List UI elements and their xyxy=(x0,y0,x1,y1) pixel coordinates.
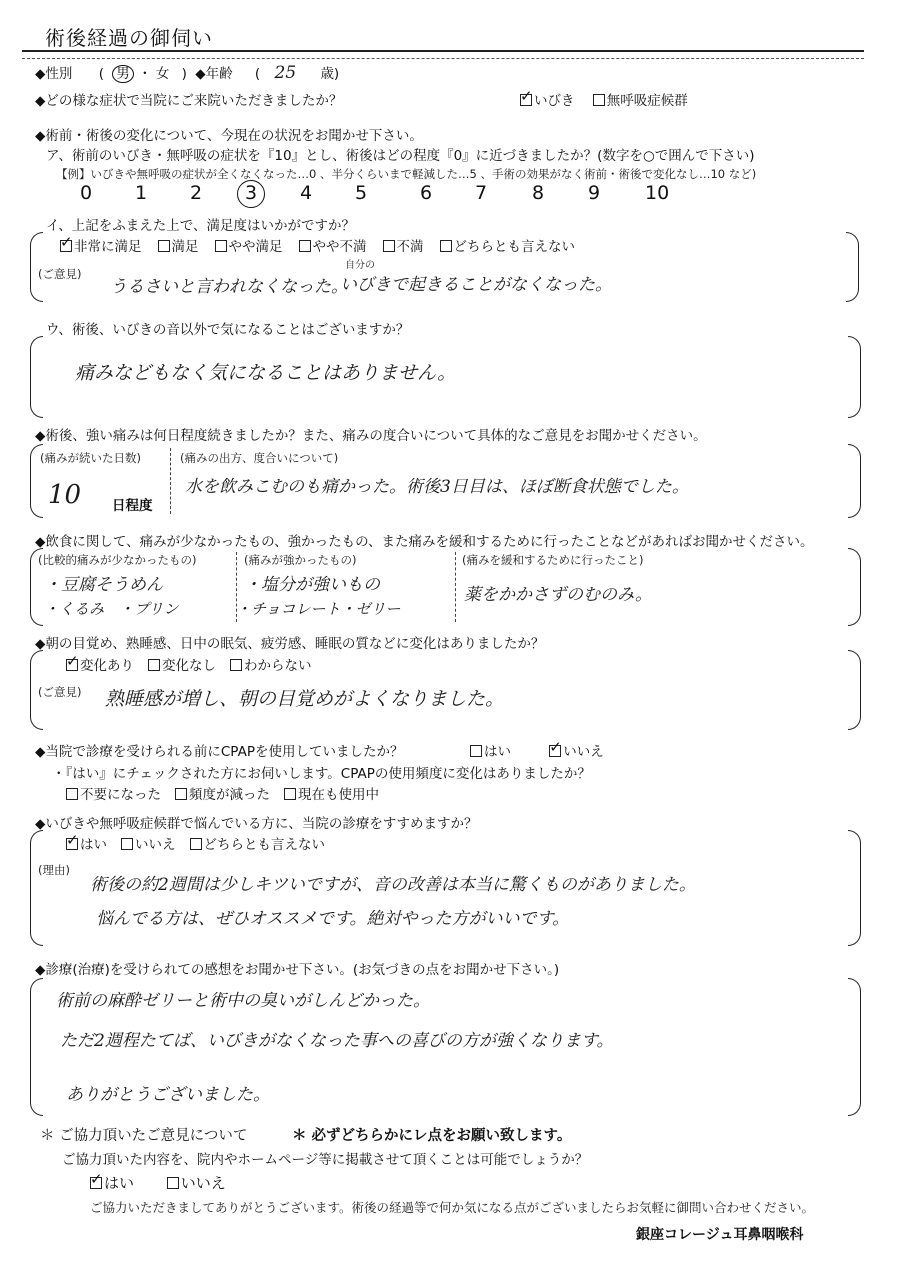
gender-male[interactable]: 男 xyxy=(112,65,134,83)
title-rule xyxy=(22,50,864,59)
change-example: 【例】いびきや無呼吸の症状が全くなくなった…0 、半分くらいまで軽減した…5 、手術の効果がなく術前・術後で変化なし…10 など) xyxy=(56,167,757,181)
recommend-option-2[interactable] xyxy=(121,837,176,853)
impression-question: ◆診療(治療)を受けられての感想をお聞かせ下さい。(お気づきの点をお聞かせ下さい。) xyxy=(35,962,560,978)
impression-answer-1[interactable]: 術前の麻酔ゼリーと術中の臭いがしんどかった。 xyxy=(56,991,430,1011)
scale-option-4[interactable]: 4 xyxy=(300,182,313,204)
change-scale xyxy=(0,180,900,210)
satisfaction-checkbox-2[interactable] xyxy=(158,240,170,252)
pain-days-unit: 日程度 xyxy=(112,498,153,514)
food-col1-label: (比較的痛みが少なかったもの) xyxy=(38,553,197,567)
recommend-options xyxy=(66,833,339,853)
page-title: 術後経過の御伺い xyxy=(45,26,213,50)
recommend-option-label: どちらとも言えない xyxy=(203,837,325,853)
pain-days-label: (痛みが続いた日数) xyxy=(40,451,141,465)
gender-row: ◆性別 ( 男 ・ 女 ) ◆年齢 ( 25 歳) xyxy=(35,63,340,83)
recommend-reason-label: (理由) xyxy=(38,863,70,877)
recommend-answer-2[interactable]: 悩んでる方は、ぜひオススメです。絶対やった方がいいです。 xyxy=(96,909,570,929)
symptom-apnea-checkbox[interactable] xyxy=(593,94,605,106)
morning-options xyxy=(66,654,326,674)
satisfaction-option-label: どちらとも言えない xyxy=(453,239,575,255)
consent-question: ご協力頂いた内容を、院内やホームページ等に掲載させて頂くことは可能でしょうか？ xyxy=(62,1152,589,1168)
satisfaction-options xyxy=(60,235,591,255)
morning-option-2[interactable] xyxy=(148,658,216,674)
cpap-followup-options xyxy=(66,783,393,803)
morning-option-3[interactable] xyxy=(230,658,312,674)
satisfaction-answer-note: 自分の xyxy=(345,260,375,271)
satisfaction-option-label: やや満足 xyxy=(228,239,283,255)
scale-option-8[interactable]: 8 xyxy=(532,182,545,204)
consent-heading-b: ＊ 必ずどちらかにレ点をお願い致します。 xyxy=(292,1128,572,1144)
satisfaction-option-label: 不満 xyxy=(396,239,424,255)
satisfaction-answer-2[interactable]: いびきで起きることがなくなった。 xyxy=(340,275,612,295)
food-col1-line1[interactable]: ・豆腐そうめん xyxy=(44,575,163,595)
cpap-question: ◆当院で診療を受けられる前にCPAPを使用していましたか？ xyxy=(35,744,404,760)
other-question: ウ、術後、いびきの音以外で気になることはございますか？ xyxy=(46,322,410,338)
satisfaction-opinion-label: (ご意見) xyxy=(38,267,82,281)
food-col1-line2[interactable]: ・くるみ ・プリン xyxy=(44,600,179,618)
consent-thanks: ご協力いただきましてありがとうございます。術後の経過等で何か気になる点がございましたらお気軽に御問い合わせください。 xyxy=(90,1200,815,1215)
recommend-answer-1[interactable]: 術後の約2週間は少しキツいですが、音の改善は本当に驚くものがありました。 xyxy=(90,875,696,895)
gender-label: ◆性別 xyxy=(35,66,73,82)
satisfaction-option-label: やや不満 xyxy=(312,239,367,255)
pain-question: ◆術後、強い痛みは何日程度続きましたか？また、痛みの度合いについて具体的なご意見をお聞かせください。 xyxy=(35,428,707,444)
impression-answer-3[interactable]: ありがとうございました。 xyxy=(66,1085,270,1105)
symptom-options: ✓ いびき 無呼吸症候群 xyxy=(520,89,688,109)
consent-yes-checkbox[interactable] xyxy=(90,1177,102,1189)
scale-option-3[interactable]: 3 xyxy=(245,182,258,204)
scale-option-1[interactable]: 1 xyxy=(135,182,148,204)
morning-checkbox-2[interactable] xyxy=(148,659,160,671)
consent-no-checkbox[interactable] xyxy=(167,1177,179,1189)
food-col2-label: (痛みが強かったもの) xyxy=(244,553,357,567)
cpap-followup: ・『はい』にチェックされた方にお伺いします。CPAPの使用頻度に変化はありましたか？ xyxy=(52,766,591,782)
satisfaction-option-6[interactable] xyxy=(440,239,576,255)
morning-option-1[interactable] xyxy=(66,658,134,674)
satisfaction-checkbox-6[interactable] xyxy=(440,240,452,252)
clinic-name: 銀座コレージュ耳鼻咽喉科 xyxy=(636,1227,804,1243)
food-col2-line2[interactable]: ・チョコレート・ゼリー xyxy=(236,600,401,618)
satisfaction-checkbox-1[interactable] xyxy=(60,240,72,252)
cpap-followup-checkbox-2[interactable] xyxy=(175,788,187,800)
satisfaction-option-1[interactable] xyxy=(60,239,142,255)
satisfaction-answer-1[interactable]: うるさいと言われなくなった。 xyxy=(110,277,348,297)
recommend-question: ◆いびきや無呼吸症候群で悩んでいる方に、当院の診療をすすめますか？ xyxy=(35,816,478,832)
age-value[interactable]: 25 xyxy=(274,63,297,83)
consent-heading-a: ＊ ご協力頂いたご意見について xyxy=(40,1128,248,1144)
cpap-followup-option-label: 不要になった xyxy=(80,787,161,803)
satisfaction-checkbox-5[interactable] xyxy=(383,240,395,252)
satisfaction-question: イ、上記をふまえた上で、満足度はいかがですか？ xyxy=(46,218,356,234)
satisfaction-option-label: 満足 xyxy=(171,239,199,255)
other-answer[interactable]: 痛みなどもなく気になることはありません。 xyxy=(75,362,457,384)
cpap-followup-option-label: 頻度が減った xyxy=(189,787,270,803)
satisfaction-option-3[interactable] xyxy=(215,239,283,255)
pain-detail-answer[interactable]: 水を飲みこむのも痛かった。術後3日目は、ほぼ断食状態でした。 xyxy=(185,477,689,497)
consent-options: ✓はい いいえ xyxy=(90,1172,226,1193)
food-col3-label: (痛みを緩和するために行ったこと) xyxy=(462,553,644,567)
scale-option-9[interactable]: 9 xyxy=(588,182,601,204)
scale-selected-circle xyxy=(237,180,265,208)
recommend-option-1[interactable] xyxy=(66,837,107,853)
food-col2-line1[interactable]: ・塩分が強いもの xyxy=(244,575,380,595)
age-label: ◆年齢 xyxy=(195,66,233,82)
morning-option-label: わからない xyxy=(244,658,312,674)
morning-question: ◆朝の目覚め、熟睡感、日中の眠気、疲労感、睡眠の質などに変化はありましたか？ xyxy=(35,636,545,652)
cpap-followup-checkbox-3[interactable] xyxy=(284,788,296,800)
pain-days-value[interactable]: 10 xyxy=(48,480,82,510)
recommend-option-label: いいえ xyxy=(135,837,176,853)
morning-checkbox-3[interactable] xyxy=(230,659,242,671)
cpap-options: はい ✓ いいえ xyxy=(470,740,604,760)
scale-option-7[interactable]: 7 xyxy=(475,182,488,204)
gender-female[interactable]: 女 xyxy=(155,66,170,82)
symptom-snoring-checkbox[interactable] xyxy=(520,94,532,106)
recommend-checkbox-3[interactable] xyxy=(190,838,202,850)
symptom-question: ◆どの様な症状で当院にご来院いただきましたか？ xyxy=(35,93,343,109)
morning-option-label: 変化なし xyxy=(162,658,216,674)
cpap-followup-option-2[interactable] xyxy=(175,787,270,803)
change-question: ア、術前のいびき・無呼吸の症状を『10』とし、術後はどの程度『0』に近づきましたか？(数字を○で囲んで下さい) xyxy=(46,148,755,164)
morning-option-label: 変化あり xyxy=(80,658,134,674)
scale-option-5[interactable]: 5 xyxy=(355,182,368,204)
satisfaction-option-label: 非常に満足 xyxy=(74,239,142,255)
satisfaction-option-5[interactable] xyxy=(383,239,424,255)
satisfaction-option-2[interactable] xyxy=(158,239,199,255)
recommend-option-label: はい xyxy=(80,837,107,853)
morning-checkbox-1[interactable] xyxy=(66,659,78,671)
satisfaction-option-4[interactable] xyxy=(299,239,367,255)
satisfaction-checkbox-3[interactable] xyxy=(215,240,227,252)
cpap-followup-option-3[interactable] xyxy=(284,787,379,803)
scale-option-6[interactable]: 6 xyxy=(420,182,433,204)
pain-detail-label: (痛みの出方、度合いについて) xyxy=(180,451,339,465)
scale-option-0[interactable]: 0 xyxy=(80,182,93,204)
scale-option-10[interactable]: 10 xyxy=(645,182,670,204)
morning-opinion-label: (ご意見) xyxy=(38,685,82,699)
food-question: ◆飲食に関して、痛みが少なかったもの、強かったもの、また痛みを緩和するために行ったことなどがあればお聞かせください。 xyxy=(35,534,814,550)
impression-answer-2[interactable]: ただ2週程たてば、いびきがなくなった事への喜びの方が強くなります。 xyxy=(60,1031,614,1051)
recommend-checkbox-2[interactable] xyxy=(121,838,133,850)
cpap-followup-option-label: 現在も使用中 xyxy=(298,787,379,803)
cpap-no-checkbox[interactable] xyxy=(549,745,561,757)
cpap-followup-checkbox-1[interactable] xyxy=(66,788,78,800)
cpap-followup-option-1[interactable] xyxy=(66,787,161,803)
recommend-checkbox-1[interactable] xyxy=(66,838,78,850)
scale-option-2[interactable]: 2 xyxy=(190,182,203,204)
change-heading: ◆術前・術後の変化について、今現在の状況をお聞かせ下さい。 xyxy=(35,128,423,144)
satisfaction-checkbox-4[interactable] xyxy=(299,240,311,252)
cpap-yes-checkbox[interactable] xyxy=(470,745,482,757)
recommend-option-3[interactable] xyxy=(190,837,326,853)
food-col3-line1[interactable]: 薬をかかさずのむのみ。 xyxy=(464,585,653,605)
morning-answer[interactable]: 熟睡感が増し、朝の目覚めがよくなりました。 xyxy=(105,688,505,710)
